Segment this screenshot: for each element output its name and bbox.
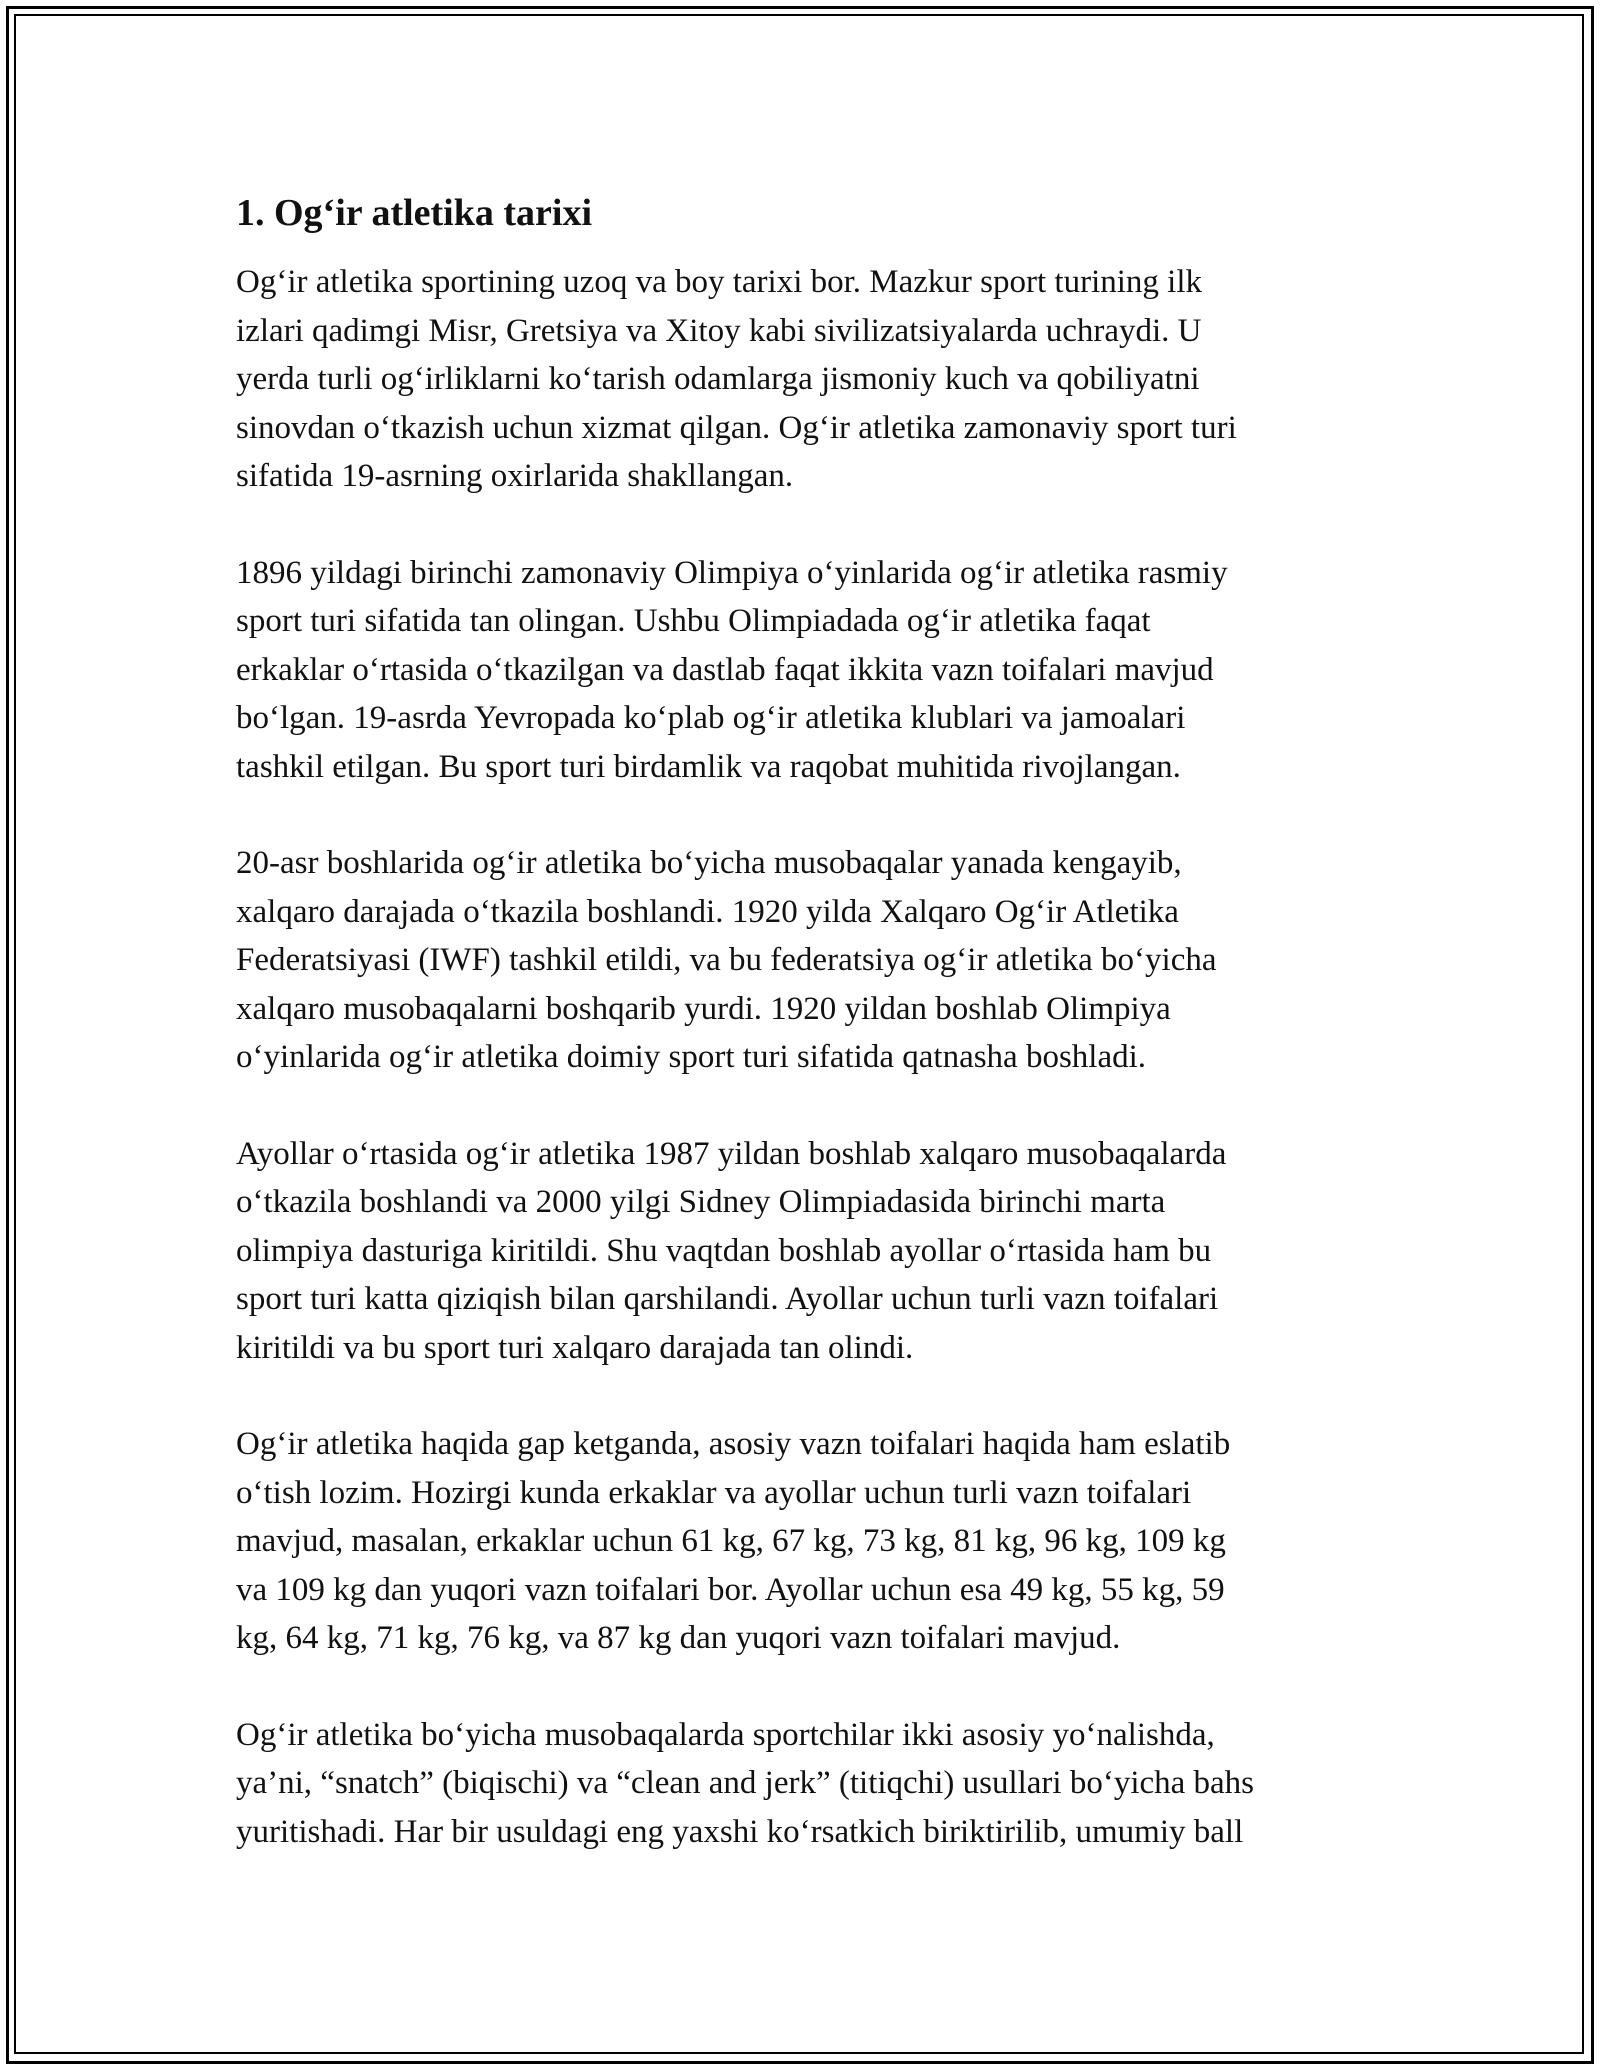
text-line: izlari qadimgi Misr, Gretsiya va Xitoy kabi sivilizatsiyalarda uchraydi. U bbox=[236, 312, 1202, 349]
text-line: va 109 kg dan yuqori vazn toifalari bor. Ayollar uchun esa 49 kg, 55 kg, 59 bbox=[236, 1571, 1225, 1608]
text-line: erkaklar o‘rtasida o‘tkazilgan va dastlab faqat ikkita vazn toifalari mavjud bbox=[236, 651, 1214, 688]
text-line: Og‘ir atletika bo‘yicha musobaqalarda sportchilar ikki asosiy yo‘nalishda, bbox=[236, 1716, 1215, 1753]
text-line: sport turi katta qiziqish bilan qarshilandi. Ayollar uchun turli vazn toifalari bbox=[236, 1281, 1219, 1317]
text-line: o‘yinlarida og‘ir atletika doimiy sport turi sifatida qatnasha boshladi. bbox=[236, 1039, 1147, 1075]
section-title: 1. Og‘ir atletika tarixi bbox=[236, 192, 593, 234]
paragraph-2 bbox=[236, 549, 1396, 792]
text-line: sport turi sifatida tan olingan. Ushbu Olimpiadada og‘ir atletika faqat bbox=[236, 603, 1151, 639]
text-line: tashkil etilgan. Bu sport turi birdamlik va raqobat muhitida rivojlangan. bbox=[236, 748, 1181, 785]
paragraph-3 bbox=[236, 839, 1396, 1082]
paragraph-4 bbox=[236, 1130, 1396, 1373]
text-line: 1896 yildagi birinchi zamonaviy Olimpiya o‘yinlarida og‘ir atletika rasmiy bbox=[236, 554, 1228, 591]
text-line: o‘tkazila boshlandi va 2000 yilgi Sidney Olimpiadasida birinchi marta bbox=[236, 1184, 1166, 1220]
text-line: bo‘lgan. 19-asrda Yevropada ko‘plab og‘ir atletika klublari va jamoalari bbox=[236, 700, 1186, 736]
document-body bbox=[236, 188, 1396, 1904]
text-line: sinovdan o‘tkazish uchun xizmat qilgan. Og‘ir atletika zamonaviy sport turi bbox=[236, 409, 1237, 446]
text-line: 20-asr boshlarida og‘ir atletika bo‘yicha musobaqalar yanada kengayib, bbox=[236, 845, 1182, 881]
text-line: olimpiya dasturiga kiritildi. Shu vaqtdan boshlab ayollar o‘rtasida ham bu bbox=[236, 1232, 1212, 1269]
text-line: yuritishadi. Har bir usuldagi eng yaxshi ko‘rsatkich biriktirilib, umumiy ball bbox=[236, 1813, 1244, 1850]
text-line: sifatida 19-asrning oxirlarida shakllangan. bbox=[236, 458, 794, 494]
paragraph-5 bbox=[236, 1420, 1396, 1663]
text-line: kiritildi va bu sport turi xalqaro darajada tan olindi. bbox=[236, 1329, 914, 1366]
paragraph-1 bbox=[236, 258, 1396, 501]
text-line: Og‘ir atletika sportining uzoq va boy tarixi bor. Mazkur sport turining ilk bbox=[236, 264, 1202, 300]
text-line: kg, 64 kg, 71 kg, 76 kg, va 87 kg dan yuqori vazn toifalari mavjud. bbox=[236, 1620, 1121, 1656]
paragraph-6 bbox=[236, 1711, 1396, 1857]
text-line: Ayollar o‘rtasida og‘ir atletika 1987 yildan boshlab xalqaro musobaqalarda bbox=[236, 1135, 1227, 1172]
text-line: xalqaro musobaqalarni boshqarib yurdi. 1920 yildan boshlab Olimpiya bbox=[236, 990, 1171, 1027]
text-line: xalqaro darajada o‘tkazila boshlandi. 1920 yilda Xalqaro Og‘ir Atletika bbox=[236, 893, 1179, 930]
text-line: mavjud, masalan, erkaklar uchun 61 kg, 67 kg, 73 kg, 81 kg, 96 kg, 109 kg bbox=[236, 1523, 1226, 1559]
text-line: ya’ni, “snatch” (biqischi) va “clean and jerk” (titiqchi) usullari bo‘yicha bahs bbox=[236, 1765, 1255, 1801]
text-line: Og‘ir atletika haqida gap ketganda, asosiy vazn toifalari haqida ham eslatib bbox=[236, 1426, 1231, 1462]
text-line: Federatsiyasi (IWF) tashkil etildi, va bu federatsiya og‘ir atletika bo‘yicha bbox=[236, 942, 1217, 978]
text-line: yerda turli og‘irliklarni ko‘tarish odamlarga jismoniy kuch va qobiliyatni bbox=[236, 361, 1200, 397]
text-line: o‘tish lozim. Hozirgi kunda erkaklar va ayollar uchun turli vazn toifalari bbox=[236, 1474, 1192, 1511]
